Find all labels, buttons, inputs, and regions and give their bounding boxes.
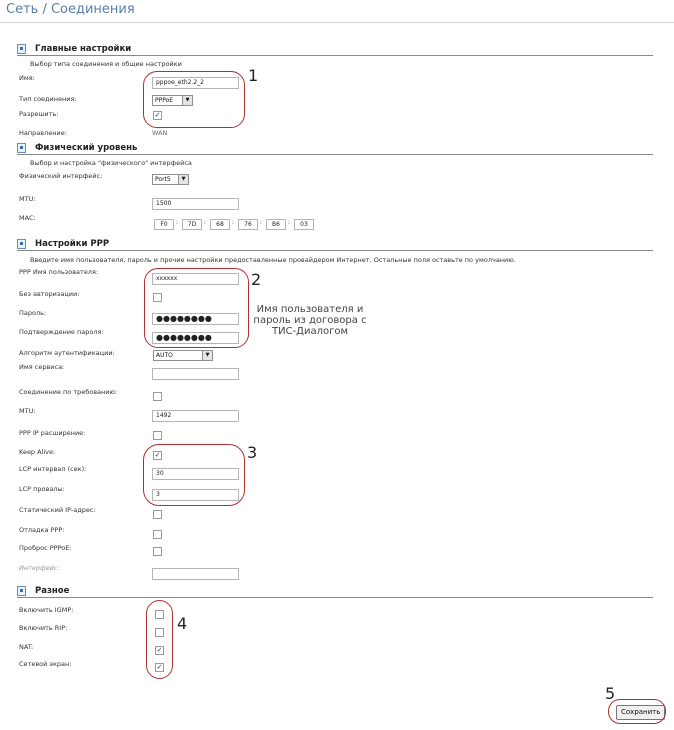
section-description: Выбор типа соединения и общие настройки (30, 60, 182, 68)
ppp-debug-label: Отладка PPP: (19, 526, 65, 534)
mac-octet-2[interactable]: 7D (182, 219, 202, 230)
section-marker-icon (17, 44, 26, 54)
interface-label: Интерфейс: (19, 564, 60, 572)
auth-algo-select[interactable] (153, 350, 213, 361)
ppp-mtu-label: MTU: (19, 407, 36, 415)
section-header-main: Главные настройки (35, 44, 132, 54)
mac-octet-6[interactable]: 03 (294, 219, 314, 230)
static-ip-label: Статический IP-адрес: (19, 506, 96, 514)
pppoe-passthrough-label: Проброс PPPoE: (19, 544, 72, 552)
annotation-number-5: 5 (605, 684, 616, 703)
ppp-mtu-input[interactable]: 1492 (152, 410, 239, 422)
section-header-physical: Физический уровень (35, 143, 138, 153)
keep-alive-label: Keep Alive: (19, 448, 56, 456)
phys-iface-value: Port5 (155, 176, 171, 183)
conn-type-label: Тип соединения: (19, 95, 77, 103)
confirm-password-input[interactable]: ●●●●●●●● (152, 332, 239, 344)
ppp-user-input[interactable]: xxxxxx (152, 273, 239, 285)
annotation-number-3: 3 (247, 443, 258, 462)
lcp-fails-label: LCP провалы: (19, 485, 65, 493)
section-header-misc: Разное (35, 586, 70, 596)
lcp-interval-input[interactable]: 30 (152, 468, 239, 480)
section-marker-icon (17, 239, 26, 249)
mac-octet-3[interactable]: 68 (210, 219, 230, 230)
conn-type-value: PPPoE (155, 97, 174, 104)
ppp-debug-checkbox[interactable] (153, 530, 162, 539)
section-description: Введите имя пользователя, пароль и прочие настройки предоставленные провайдером Интернет. Остальные поля оставьте по умолчанию. (30, 256, 516, 264)
mac-label: MAC: (19, 214, 36, 222)
save-button[interactable]: Сохранить (616, 705, 665, 720)
mac-separator: : (232, 219, 235, 226)
annotation-ring-3 (143, 444, 245, 506)
ppp-ip-ext-checkbox[interactable] (153, 431, 162, 440)
igmp-label: Включить IGMP: (19, 606, 74, 614)
phys-iface-select[interactable] (152, 174, 189, 185)
auth-algo-value: AUTO (156, 352, 173, 359)
lcp-interval-label: LCP интервал (сек): (19, 465, 87, 473)
phys-mtu-input[interactable]: 1500 (152, 198, 239, 210)
noauth-label: Без авторизации: (19, 290, 80, 298)
lcp-fails-input[interactable]: 3 (152, 489, 239, 501)
on-demand-label: Соединение по требованию: (19, 388, 118, 396)
page-title: Сеть / Соединения (6, 2, 135, 17)
section-divider (17, 250, 653, 251)
interface-input[interactable] (152, 568, 239, 580)
section-divider (17, 597, 653, 598)
annotation-ring-2 (144, 268, 249, 348)
annotation-number-4: 4 (177, 614, 188, 633)
enable-label: Разрешить: (19, 110, 59, 118)
static-ip-checkbox[interactable] (153, 510, 162, 519)
title-divider (0, 22, 674, 23)
pppoe-passthrough-checkbox[interactable] (153, 547, 162, 556)
phys-iface-label: Физический интерфейс: (19, 172, 103, 180)
annotation-ring-4 (146, 600, 173, 679)
checkmark-icon: ✓ (156, 646, 163, 654)
name-label: Имя: (19, 74, 35, 82)
chevron-down-icon: ▼ (178, 175, 188, 184)
section-marker-icon (17, 586, 26, 596)
annotation-ring-5 (608, 699, 666, 724)
mac-octet-4[interactable]: 76 (238, 219, 258, 230)
section-description: Выбор и настройка "физического" интерфейса (30, 159, 192, 167)
section-divider (17, 55, 653, 56)
password-input[interactable]: ●●●●●●●● (152, 313, 239, 325)
mac-octet-1[interactable]: F0 (154, 219, 174, 230)
ppp-ip-ext-label: PPP IP расширение: (19, 429, 86, 437)
auth-algo-label: Алгоритм аутентификации: (19, 349, 115, 357)
section-header-ppp: Настройки PPP (35, 239, 110, 249)
mac-separator: : (204, 219, 207, 226)
service-name-input[interactable] (152, 368, 239, 380)
mac-separator: : (176, 219, 179, 226)
mac-separator: : (260, 219, 263, 226)
section-marker-icon (17, 143, 26, 153)
annotation-number-2: 2 (251, 270, 262, 289)
checkmark-icon: ✓ (154, 451, 161, 459)
ppp-user-label: PPP Имя пользователя: (19, 268, 99, 276)
password-label: Пароль: (19, 309, 47, 317)
service-name-label: Имя сервиса: (19, 363, 65, 371)
nat-label: NAT: (19, 643, 34, 651)
direction-label: Направление: (19, 129, 67, 137)
mac-octet-5[interactable]: B6 (266, 219, 286, 230)
name-input[interactable]: pppoe_eth2.2_2 (152, 77, 239, 89)
rip-label: Включить RIP: (19, 624, 68, 632)
phys-mtu-label: MTU: (19, 195, 36, 203)
confirm-password-label: Подтверждение пароля: (19, 328, 104, 336)
chevron-down-icon: ▼ (202, 351, 212, 360)
section-divider (17, 154, 653, 155)
firewall-label: Сетевой экран: (19, 660, 72, 668)
chevron-down-icon: ▼ (182, 96, 192, 105)
checkmark-icon: ✓ (156, 663, 163, 671)
annotation-note: Имя пользователя и пароль из договора с ТИС-Диалогом (253, 304, 367, 337)
annotation-number-1: 1 (248, 66, 259, 85)
on-demand-checkbox[interactable] (153, 392, 162, 401)
direction-value: WAN (152, 129, 168, 137)
annotation-ring-1 (143, 71, 245, 128)
mac-separator: : (288, 219, 291, 226)
checkmark-icon: ✓ (154, 111, 161, 119)
